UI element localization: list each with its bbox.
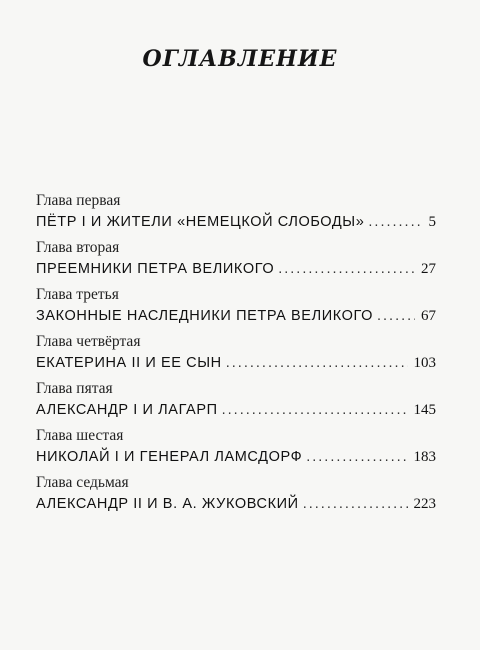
chapter-title: ЗАКОННЫЕ НАСЛЕДНИКИ ПЕТРА ВЕЛИКОГО [36,308,373,324]
page-number: 223 [413,496,436,512]
dot-leader [377,306,415,326]
dot-leader [303,494,408,514]
page-number: 183 [413,449,436,465]
table-of-contents [36,191,436,520]
chapter-label: Глава вторая [36,239,120,256]
page-number: 27 [421,261,436,277]
dot-leader [222,400,408,420]
chapter-title: ПЁТР I И ЖИТЕЛИ «НЕМЕЦКОЙ СЛОБОДЫ» [36,214,365,230]
chapter-title-line [36,212,436,232]
toc-entry [36,191,436,238]
dot-leader [306,447,407,467]
chapter-title: ЕКАТЕРИНА II И ЕЕ СЫН [36,355,222,371]
toc-entry [36,426,436,473]
dot-leader [368,212,422,232]
toc-entry [36,238,436,285]
dot-leader [226,353,408,373]
chapter-label: Глава четвёртая [36,333,141,350]
toc-heading: ОГЛАВЛЕНИЕ [142,46,338,72]
chapter-label: Глава третья [36,286,119,303]
page-number: 67 [421,308,436,324]
chapter-title-line [36,447,436,467]
chapter-label: Глава шестая [36,427,124,444]
chapter-label: Глава первая [36,192,121,209]
page-number: 103 [413,355,436,371]
page-number: 145 [413,402,436,418]
chapter-title-line [36,400,436,420]
dot-leader [278,259,415,279]
chapter-title: АЛЕКСАНДР I И ЛАГАРП [36,402,218,418]
chapter-title-line [36,494,436,514]
toc-entry [36,473,436,520]
chapter-title: НИКОЛАЙ I И ГЕНЕРАЛ ЛАМСДОРФ [36,449,303,465]
chapter-title-line [36,306,436,326]
chapter-title-line [36,259,436,279]
toc-entry [36,332,436,379]
toc-entry [36,285,436,332]
chapter-label: Глава седьмая [36,474,129,491]
page-number: 5 [428,214,436,230]
toc-entry [36,379,436,426]
chapter-label: Глава пятая [36,380,113,397]
chapter-title: АЛЕКСАНДР II И В. А. ЖУКОВСКИЙ [36,496,299,512]
chapter-title: ПРЕЕМНИКИ ПЕТРА ВЕЛИКОГО [36,261,275,277]
chapter-title-line [36,353,436,373]
